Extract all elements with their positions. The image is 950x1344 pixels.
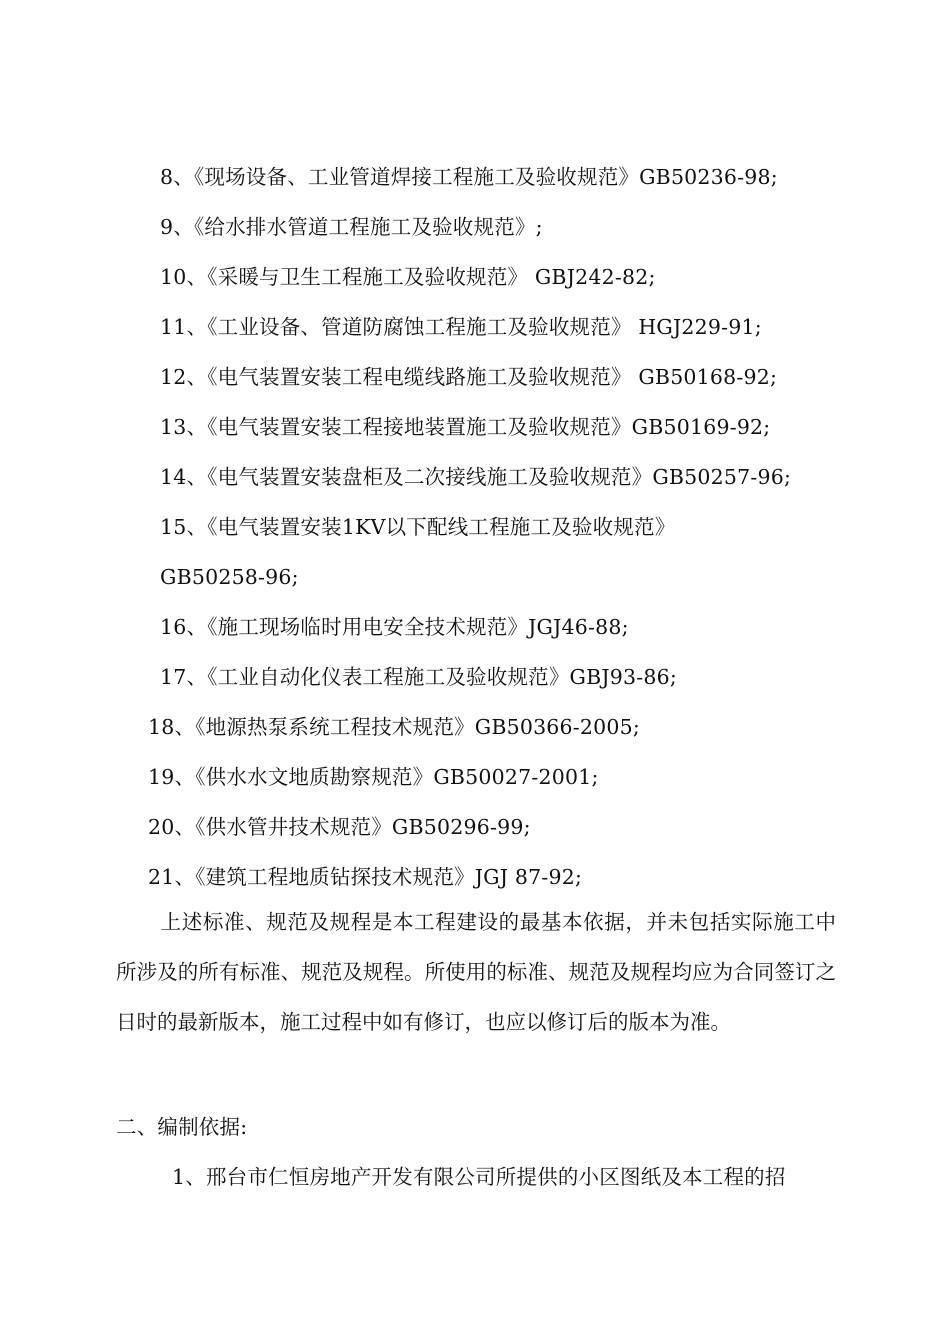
item-number: 21、 bbox=[148, 865, 196, 889]
standard-item-16 bbox=[160, 614, 629, 640]
item-number: 12、 bbox=[160, 365, 208, 389]
item-text: 《地源热泵系统工程技术规范》GB50366-2005; bbox=[195, 715, 640, 739]
item-number: 13、 bbox=[160, 415, 208, 439]
standard-item-15-continued bbox=[160, 564, 299, 590]
item-number: 19、 bbox=[148, 765, 196, 789]
item-text: GB50258-96; bbox=[160, 565, 299, 589]
summary-text: 上述标准、规范及规程是本工程建设的最基本依据，并未包括实际施工中所涉及的所有标准、规范及规程。所使用的标准、规范及规程均应为合同签订之日时的最新版本，施工过程中如有修订，也应以修订后的版本为准。 bbox=[116, 910, 836, 1034]
standard-item-19 bbox=[148, 764, 599, 790]
item-text: 《电气装置安装工程电缆线路施工及验收规范》 GB50168-92; bbox=[207, 365, 778, 389]
standard-item-12 bbox=[160, 364, 777, 390]
standard-item-10 bbox=[160, 264, 656, 290]
item-number: 14、 bbox=[160, 465, 208, 489]
item-number: 9、 bbox=[160, 215, 194, 239]
item-text: 《电气装置安装盘柜及二次接线施工及验收规范》GB50257-96; bbox=[207, 465, 792, 489]
basis-item-1: 1、邢台市仁恒房地产开发有限公司所提供的小区图纸及本工程的招 bbox=[172, 1165, 786, 1189]
item-text: 《工业设备、管道防腐蚀工程施工及验收规范》 HGJ229-91; bbox=[207, 315, 762, 339]
standard-item-21 bbox=[148, 864, 582, 890]
item-number: 11、 bbox=[160, 315, 208, 339]
item-text: 《电气装置安装1KV以下配线工程施工及验收规范》 bbox=[207, 515, 676, 539]
section-heading: 二、编制依据: bbox=[116, 1115, 248, 1139]
item-number: 8、 bbox=[160, 165, 194, 189]
item-number: 16、 bbox=[160, 615, 208, 639]
standard-item-14 bbox=[160, 464, 791, 490]
item-number: 18、 bbox=[148, 715, 196, 739]
standard-item-11 bbox=[160, 314, 762, 340]
item-text: 《施工现场临时用电安全技术规范》JGJ46-88; bbox=[207, 615, 629, 639]
item-text: 《供水水文地质勘察规范》GB50027-2001; bbox=[195, 765, 599, 789]
item-number: 10、 bbox=[160, 265, 208, 289]
item-text: 《现场设备、工业管道焊接工程施工及验收规范》GB50236-98; bbox=[193, 165, 778, 189]
item-text: 《工业自动化仪表工程施工及验收规范》GBJ93-86; bbox=[207, 665, 677, 689]
standard-item-15 bbox=[160, 514, 675, 540]
item-text: 《电气装置安装工程接地装置施工及验收规范》GB50169-92; bbox=[207, 415, 771, 439]
item-number: 17、 bbox=[160, 665, 208, 689]
standard-item-8 bbox=[160, 164, 778, 190]
item-text: 《供水管井技术规范》GB50296-99; bbox=[195, 815, 531, 839]
standard-item-20 bbox=[148, 814, 531, 840]
standard-item-13 bbox=[160, 414, 770, 440]
item-number: 15、 bbox=[160, 515, 208, 539]
item-text: 《给水排水管道工程施工及验收规范》; bbox=[193, 215, 543, 239]
standard-item-9 bbox=[160, 214, 543, 240]
standard-item-17 bbox=[160, 664, 677, 690]
summary-paragraph bbox=[116, 897, 836, 1047]
item-text: 《建筑工程地质钻探技术规范》JGJ 87-92; bbox=[195, 865, 583, 889]
item-number: 20、 bbox=[148, 815, 196, 839]
item-text: 《采暖与卫生工程施工及验收规范》 GBJ242-82; bbox=[207, 265, 656, 289]
standard-item-18 bbox=[148, 714, 640, 740]
